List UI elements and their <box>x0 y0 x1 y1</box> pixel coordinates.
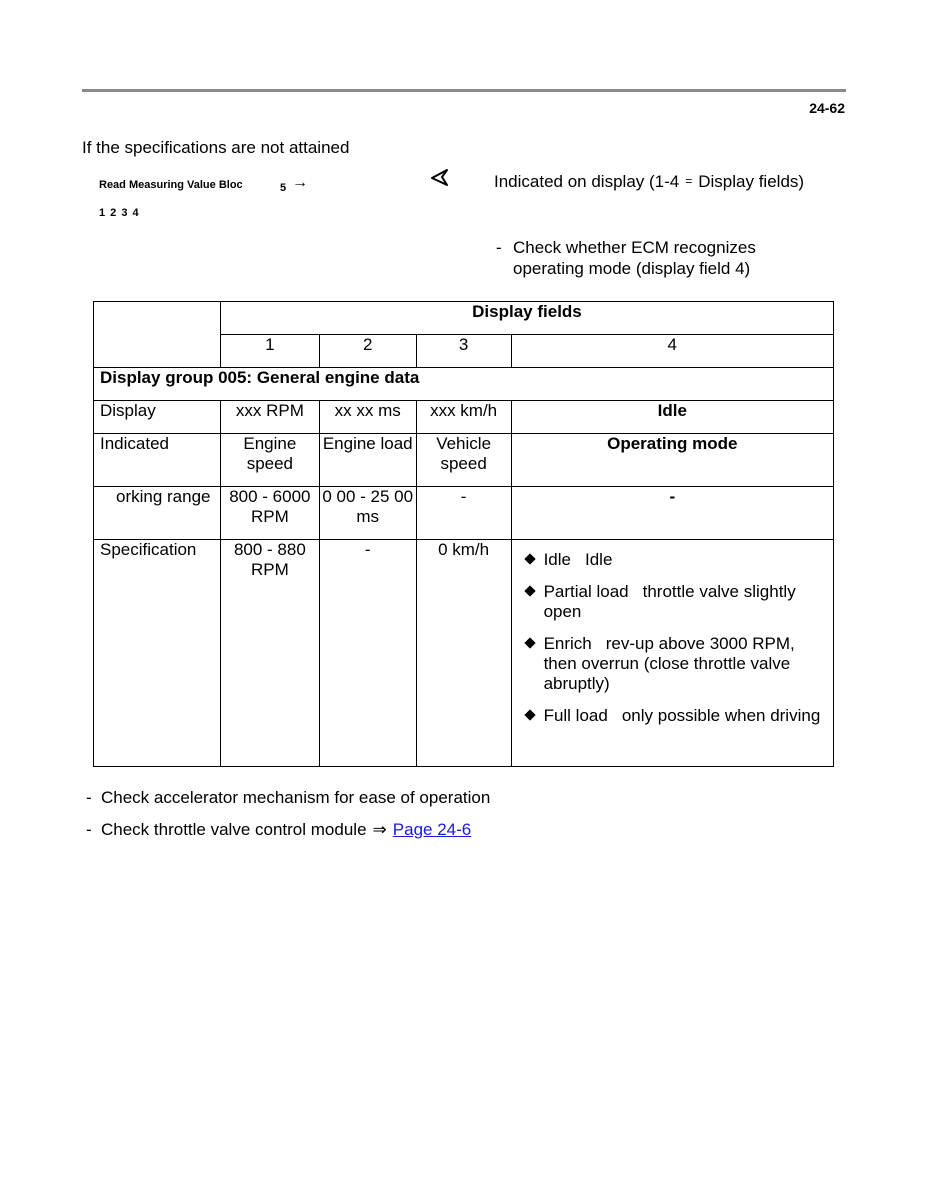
row-label-indicated: Indicated <box>94 434 221 487</box>
spec-value-3: 0 km/h <box>416 540 511 767</box>
check-throttle-step <box>86 820 471 840</box>
check-ecm-step <box>496 237 806 279</box>
check-ecm-text: Check whether ECM recognizes operating mode (display field 4) <box>513 238 756 278</box>
intro-text: If the specifications are not attained <box>82 138 350 157</box>
row-label-working-range: orking range <box>94 487 221 540</box>
list-item <box>524 634 825 694</box>
operating-mode-list <box>512 540 833 726</box>
measuring-block-table <box>93 301 834 767</box>
table-row <box>94 487 834 540</box>
header-rule <box>82 89 846 92</box>
screen-title: Read Measuring Value Bloc <box>99 179 243 191</box>
diamond-bullet-icon <box>524 585 535 596</box>
check-throttle-text: Check throttle valve control module <box>101 820 367 839</box>
dash: - <box>86 788 92 807</box>
display-value-1: xxx RPM <box>220 401 319 434</box>
mode-desc: only possible when driving <box>621 706 821 725</box>
display-group-title: Display group 005: General engine data <box>94 368 834 401</box>
indicated-value-1: Engine speed <box>220 434 319 487</box>
table-row <box>94 434 834 487</box>
equals-sign: = <box>685 174 693 188</box>
table-row <box>94 302 834 335</box>
mode-desc: rev-up above 3000 RPM, then overrun (close throttle valve abruptly) <box>543 634 795 693</box>
right-arrow-icon: → <box>292 174 308 191</box>
indicated-text-a: Indicated on display (1-4 <box>494 172 680 191</box>
display-value-3: xxx km/h <box>416 401 511 434</box>
indicated-value-4: Operating mode <box>511 434 833 487</box>
empty-corner-cell <box>94 302 221 368</box>
indicated-text-b: Display fields) <box>698 172 805 191</box>
dash: - <box>496 238 502 257</box>
mode-desc: Idle <box>584 550 613 569</box>
indicated-value-2: Engine load <box>319 434 416 487</box>
row-label-specification: Specification <box>94 540 221 767</box>
display-value-4: Idle <box>511 401 833 434</box>
spec-value-1: 800 - 880 RPM <box>220 540 319 767</box>
screen-fields: 1 2 3 4 <box>99 207 140 219</box>
display-fields-header: Display fields <box>220 302 833 335</box>
table-row <box>94 368 834 401</box>
field-number-1: 1 <box>220 335 319 368</box>
diamond-bullet-icon <box>524 637 535 648</box>
pointer-hand-icon <box>430 168 450 188</box>
operating-mode-list-cell <box>511 540 833 767</box>
list-item <box>524 582 825 622</box>
working-value-1: 800 - 6000 RPM <box>220 487 319 540</box>
mode-name: Enrich <box>543 634 592 653</box>
working-value-4: - <box>511 487 833 540</box>
display-value-2: xx xx ms <box>319 401 416 434</box>
spec-value-2: - <box>319 540 416 767</box>
table-row <box>94 401 834 434</box>
row-label-display: Display <box>94 401 221 434</box>
working-value-3: - <box>416 487 511 540</box>
list-item <box>524 550 825 570</box>
page-link[interactable]: Page 24-6 <box>392 820 472 839</box>
field-number-4: 4 <box>511 335 833 368</box>
mode-desc: throttle valve slightly open <box>543 582 796 621</box>
working-value-2: 0 00 - 25 00 ms <box>319 487 416 540</box>
indicated-value-3: Vehicle speed <box>416 434 511 487</box>
table-row <box>94 540 834 767</box>
mode-name: Partial load <box>543 582 629 601</box>
mode-name: Idle <box>543 550 571 569</box>
diamond-bullet-icon <box>524 553 535 564</box>
field-number-2: 2 <box>319 335 416 368</box>
check-accelerator-step <box>86 788 490 808</box>
page-number: 24-62 <box>809 100 845 116</box>
list-item <box>524 706 825 726</box>
mode-name: Full load <box>543 706 608 725</box>
check-accelerator-text: Check accelerator mechanism for ease of operation <box>101 788 491 807</box>
screen-block-number: 5 <box>280 182 287 194</box>
indicated-note <box>494 171 814 192</box>
dash: - <box>86 820 92 839</box>
field-number-3: 3 <box>416 335 511 368</box>
diamond-bullet-icon <box>524 709 535 720</box>
reference-arrow-icon: ⇒ <box>372 820 387 839</box>
